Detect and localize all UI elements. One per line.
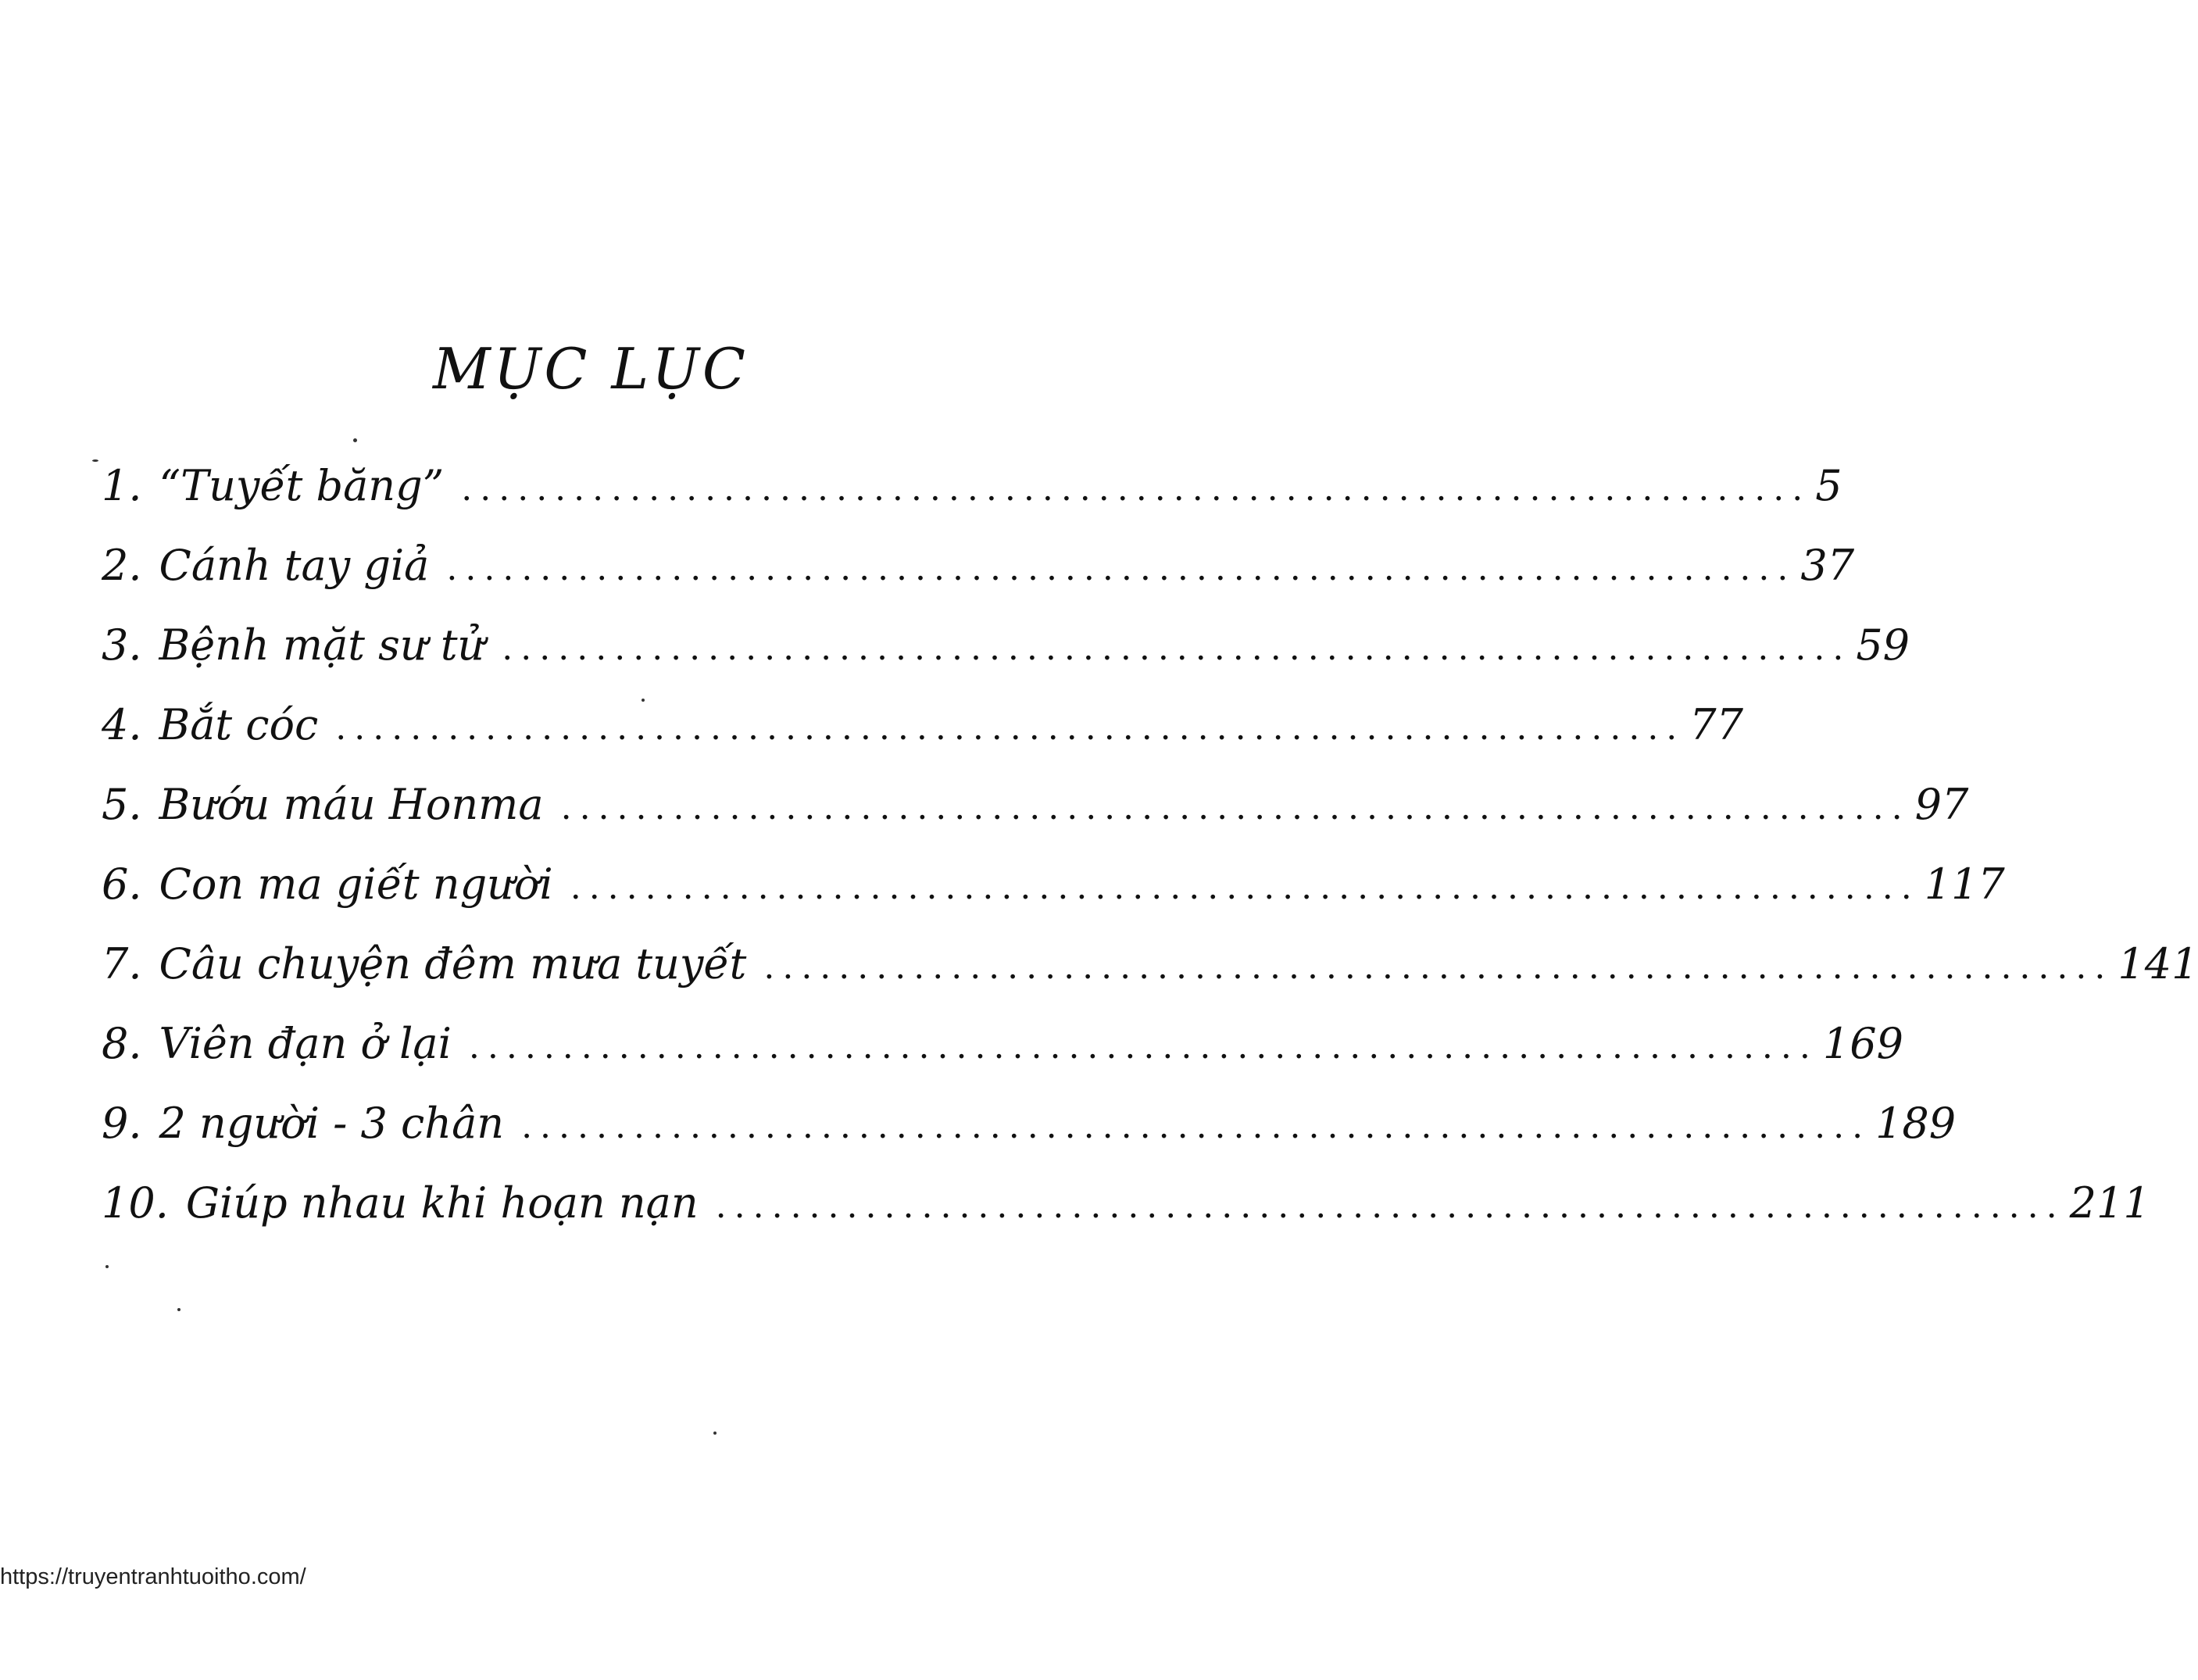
- toc-entry: [102, 620, 1910, 700]
- toc-entry-page: 5: [1815, 461, 1842, 510]
- toc-entry-number: 9.: [102, 1099, 142, 1148]
- toc-leader-dots: ........................................................................: [560, 788, 1910, 827]
- scan-speck: [105, 1265, 109, 1268]
- toc-entry-title: 2 người - 3 chân: [159, 1099, 505, 1148]
- toc-leader-dots: ........................................................................: [521, 1106, 1871, 1146]
- toc-entry-title: Cánh tay giả: [159, 541, 430, 590]
- toc-entry-number: 1.: [102, 461, 142, 510]
- toc-entry-number: 5.: [102, 780, 142, 829]
- toc-entry-title: Bắt cóc: [159, 700, 319, 749]
- scan-speck: [642, 699, 645, 702]
- toc-entry: [102, 700, 1744, 780]
- toc-entry-title: Con ma giết người: [159, 860, 553, 909]
- toc-entry-title: Bướu máu Honma: [159, 780, 544, 829]
- toc-entry-page: 169: [1822, 1019, 1903, 1068]
- toc-entry-number: 8.: [102, 1019, 142, 1068]
- toc-entry-number: 7.: [102, 939, 142, 988]
- toc-entry: [102, 461, 1842, 541]
- toc-leader-dots: ........................................................................: [502, 628, 1852, 668]
- toc-entry-number: 10.: [102, 1178, 169, 1228]
- toc-leader-dots: ........................................................................: [715, 1186, 2065, 1226]
- toc-leader-dots: ........................................................................: [446, 549, 1796, 588]
- toc-entry: [102, 1019, 1903, 1099]
- toc-entry: [102, 541, 1855, 620]
- toc-leader-dots: ........................................................................: [468, 1027, 1818, 1067]
- toc-leader-dots: ........................................................................: [335, 708, 1685, 748]
- toc-entry-number: 3.: [102, 620, 142, 670]
- toc-entry: [102, 860, 2005, 939]
- toc-entry: [102, 939, 2198, 1019]
- page-title: MỤC LỤC: [433, 336, 749, 402]
- toc-entry-number: 2.: [102, 541, 142, 590]
- toc-entry-page: 59: [1856, 620, 1910, 670]
- toc-entry-title: “Tuyết băng”: [159, 461, 445, 510]
- toc-entry-number: 6.: [102, 860, 142, 909]
- scan-speck: [92, 459, 98, 462]
- toc-leader-dots: ........................................................................: [570, 867, 1920, 907]
- toc-leader-dots: ........................................................................: [461, 469, 1811, 509]
- toc-entry: [102, 1099, 1957, 1178]
- scan-speck: [353, 438, 357, 442]
- table-of-contents: [102, 461, 2198, 1258]
- toc-entry-page: 211: [2069, 1178, 2150, 1228]
- toc-entry-page: 141: [2118, 939, 2198, 988]
- toc-entry-number: 4.: [102, 700, 142, 749]
- toc-leader-dots: ........................................................................: [763, 947, 2114, 987]
- scan-speck: [713, 1432, 717, 1435]
- toc-entry-title: Bệnh mặt sư tử: [159, 620, 485, 670]
- scan-speck: [177, 1308, 180, 1311]
- footer-url[interactable]: https://truyentranhtuoitho.com/: [0, 1564, 306, 1589]
- toc-entry: [102, 780, 1969, 860]
- toc-entry-page: 189: [1875, 1099, 1957, 1148]
- toc-entry: [102, 1178, 2150, 1258]
- toc-entry-page: 97: [1914, 780, 1969, 829]
- toc-entry-page: 117: [1924, 860, 2005, 909]
- toc-entry-page: 77: [1689, 700, 1744, 749]
- toc-entry-title: Câu chuyện đêm mưa tuyết: [159, 939, 747, 988]
- toc-entry-title: Viên đạn ở lại: [159, 1019, 452, 1068]
- toc-entry-page: 37: [1800, 541, 1855, 590]
- toc-entry-title: Giúp nhau khi hoạn nạn: [185, 1178, 699, 1228]
